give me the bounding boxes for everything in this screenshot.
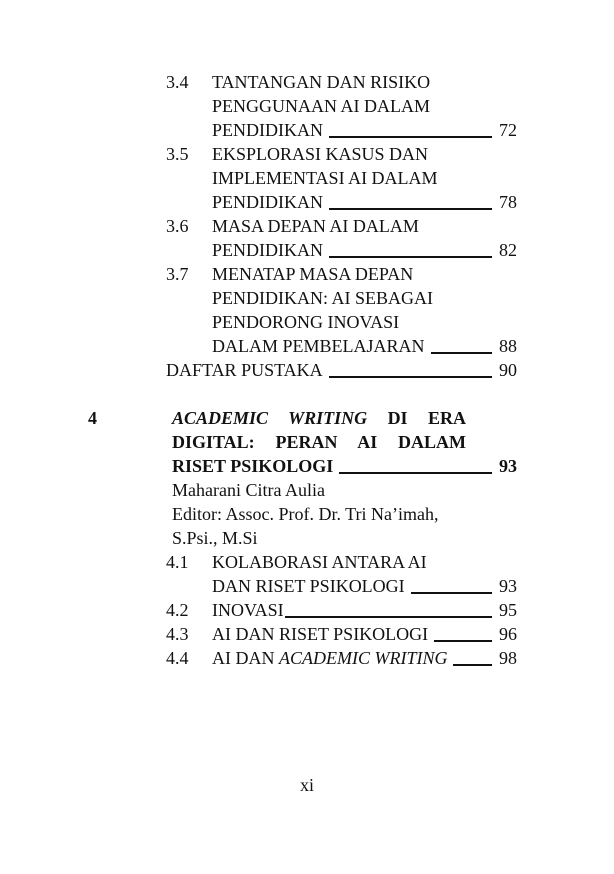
toc-entry-text — [212, 286, 433, 310]
toc-row — [212, 574, 517, 598]
toc-entry-number: 4.4 — [166, 648, 189, 668]
text-segment: AI DAN — [212, 648, 279, 668]
leader-line — [434, 640, 492, 642]
text-segment: DAN RISET PSIKOLOGI — [212, 576, 405, 596]
toc-row — [172, 478, 517, 502]
toc-entry-text — [172, 478, 325, 502]
toc-entry-text — [172, 406, 466, 430]
toc-page-number: 93 — [499, 456, 517, 476]
text-segment: PENGGUNAAN AI DALAM — [212, 96, 430, 116]
text-segment: Editor: Assoc. Prof. Dr. Tri Na’imah, — [172, 504, 439, 524]
toc-entry-text — [172, 454, 333, 478]
toc-entry-number: 3.5 — [166, 144, 189, 164]
toc-spacer — [0, 382, 517, 406]
toc-page-number: 95 — [499, 600, 517, 620]
toc-entry-text — [212, 190, 323, 214]
toc-entry-text — [212, 574, 405, 598]
toc-row — [166, 550, 517, 574]
toc-row — [166, 646, 517, 670]
text-segment: MASA DEPAN AI DALAM — [212, 216, 419, 236]
toc-entry-text — [212, 214, 419, 238]
text-segment: TANTANGAN DAN RISIKO — [212, 72, 431, 92]
text-segment: ACADEMIC WRITING — [279, 648, 448, 668]
text-segment: RISET PSIKOLOGI — [172, 456, 334, 476]
toc-entry-text — [212, 262, 413, 286]
text-segment: PENDIDIKAN — [212, 120, 323, 140]
text-segment: PENDORONG INOVASI — [212, 312, 400, 332]
leader-line — [329, 208, 492, 210]
text-segment: MENATAP MASA DEPAN — [212, 264, 414, 284]
toc-entry-text — [166, 358, 323, 382]
toc-row — [212, 118, 517, 142]
toc-entry-text — [172, 430, 466, 454]
text-segment: EKSPLORASI KASUS DAN — [212, 144, 429, 164]
toc-entry-text — [212, 166, 438, 190]
folio-page-number: xi — [299, 775, 314, 795]
toc-row — [212, 310, 517, 334]
toc-entry-text — [172, 502, 439, 526]
leader-line — [329, 256, 492, 258]
leader-line — [339, 472, 492, 474]
leader-line — [329, 376, 492, 378]
toc-page-number: 93 — [499, 576, 517, 596]
toc-entry-number: 4.3 — [166, 624, 189, 644]
toc-entry-number: 3.7 — [166, 264, 189, 284]
toc-row — [172, 502, 517, 526]
toc-entry-number: 4.1 — [166, 552, 189, 572]
text-segment: KOLABORASI ANTARA AI — [212, 552, 427, 572]
toc-row — [166, 622, 517, 646]
toc-page-number: 72 — [499, 120, 517, 140]
toc-page-number: 90 — [499, 360, 517, 380]
toc-page-number: 82 — [499, 240, 517, 260]
toc-row — [172, 526, 517, 550]
leader-line — [285, 616, 492, 618]
toc-page-number: 78 — [499, 192, 517, 212]
leader-line — [329, 136, 492, 138]
toc-row — [166, 262, 517, 286]
text-segment: PENDIDIKAN: AI SEBAGAI — [212, 288, 433, 308]
toc-row — [88, 406, 466, 430]
toc-row — [212, 238, 517, 262]
text-segment: DALAM PEMBELAJARAN — [212, 336, 425, 356]
text-segment: S.Psi., M.Si — [172, 528, 258, 548]
toc-entry-text — [212, 334, 425, 358]
toc-entry-text — [212, 622, 428, 646]
text-segment: IMPLEMENTASI AI DALAM — [212, 168, 438, 188]
toc-entry-text — [212, 142, 428, 166]
toc-page-number: 96 — [499, 624, 517, 644]
leader-line — [431, 352, 492, 354]
toc-row — [212, 166, 517, 190]
toc-row — [166, 358, 517, 382]
text-segment: ACADEMIC WRITING — [172, 408, 388, 428]
toc-row — [212, 334, 517, 358]
toc-entry-text — [212, 94, 430, 118]
text-segment: PENDIDIKAN — [212, 240, 323, 260]
toc-entry-text — [212, 70, 430, 94]
toc-row — [166, 70, 517, 94]
text-segment: DI ERA — [387, 408, 466, 428]
leader-line — [453, 664, 492, 666]
toc-row — [166, 142, 517, 166]
text-segment: PENDIDIKAN — [212, 192, 323, 212]
text-segment: DIGITAL: PERAN AI DALAM — [172, 432, 466, 452]
toc-row — [172, 430, 466, 454]
toc-entry-text — [212, 238, 323, 262]
toc-entry-text — [172, 526, 258, 550]
text-segment: INOVASI — [212, 600, 284, 620]
toc-row — [212, 190, 517, 214]
toc-entry-number: 4.2 — [166, 600, 189, 620]
toc-row — [172, 454, 517, 478]
toc-row — [166, 214, 517, 238]
toc-entry-text — [212, 598, 284, 622]
toc-entry-number: 4 — [88, 408, 97, 428]
toc-page-number: 88 — [499, 336, 517, 356]
toc-entry-text — [212, 118, 323, 142]
toc-entry-text — [212, 550, 427, 574]
toc-entry-number: 3.6 — [166, 216, 189, 236]
toc-row — [212, 94, 517, 118]
text-segment: AI DAN RISET PSIKOLOGI — [212, 624, 429, 644]
leader-line — [411, 592, 492, 594]
toc-entry-text — [212, 310, 399, 334]
toc-entry-text — [212, 646, 447, 670]
toc-entry-number: 3.4 — [166, 72, 189, 92]
text-segment: DAFTAR PUSTAKA — [166, 360, 323, 380]
toc-page-number: 98 — [499, 648, 517, 668]
toc-row — [166, 598, 517, 622]
toc-row — [212, 286, 517, 310]
text-segment: Maharani Citra Aulia — [172, 480, 325, 500]
